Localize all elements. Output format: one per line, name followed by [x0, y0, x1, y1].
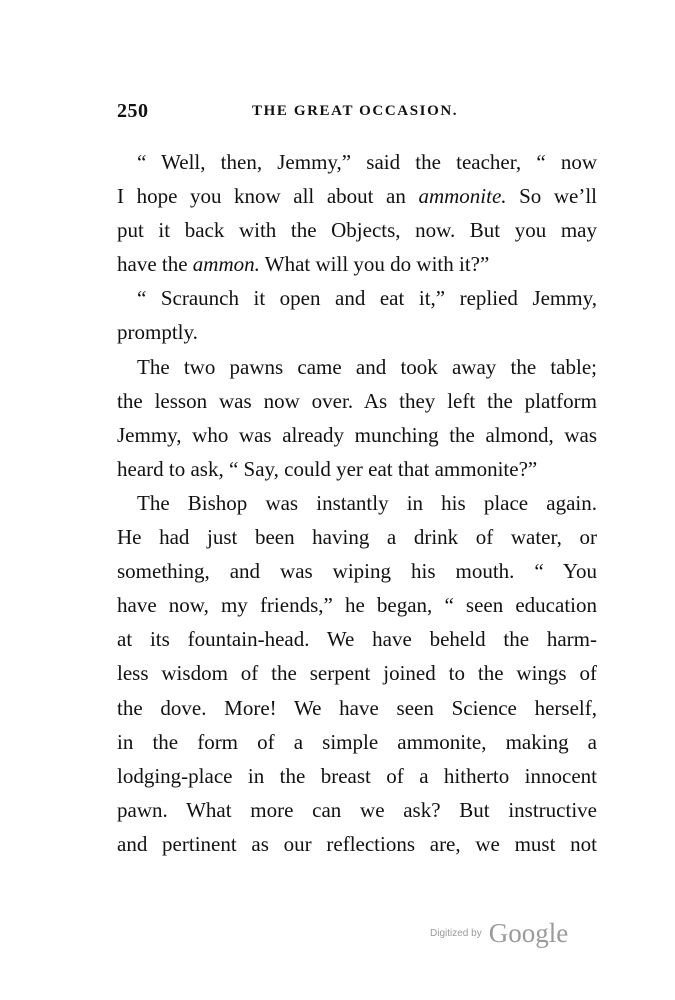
- text-line: “ Well, then, Jemmy,” said the teacher, “ now: [137, 150, 597, 174]
- text-line: I hope you know all about an ammonite. So we’ll: [117, 184, 598, 209]
- text-line: heard to ask, “ Say, could yer eat that ammonite?”: [117, 456, 538, 481]
- text-line: The two pawns came and took away the table;: [137, 354, 597, 379]
- text-line: promptly.: [117, 320, 198, 345]
- text-line: and pertinent as our reflections are, we must not: [117, 831, 597, 856]
- text-line: lodging-place in the breast of a hitherto innocent: [117, 763, 597, 788]
- watermark-prefix: Digitized by: [430, 928, 482, 939]
- text-line: Jemmy, who was already munching the almond, was: [117, 422, 597, 447]
- text-line: the dove. More! We have seen Science herself,: [117, 695, 597, 720]
- text-line: have now, my friends,” he began, “ seen education: [117, 593, 597, 618]
- text-line: the lesson was now over. As they left the platform: [117, 388, 597, 413]
- google-logo: Google: [488, 918, 569, 948]
- text-line: in the form of a simple ammonite, making a: [117, 729, 597, 754]
- text-line: He had just been having a drink of water, or: [117, 525, 597, 550]
- page-header: [117, 100, 597, 130]
- text-line: have the ammon. What will you do with it?”: [117, 252, 490, 277]
- text-line: something, and was wiping his mouth. “ You: [117, 559, 597, 584]
- text-line: pawn. What more can we ask? But instructive: [117, 797, 597, 822]
- page-number: 250: [117, 100, 149, 122]
- text-line: less wisdom of the serpent joined to the wings of: [117, 661, 597, 686]
- body-text: [117, 145, 597, 861]
- running-head: THE GREAT OCCASION.: [252, 103, 459, 119]
- digitization-watermark: [430, 918, 568, 949]
- text-line: The Bishop was instantly in his place again.: [137, 490, 597, 515]
- italic-term: ammon.: [192, 252, 260, 277]
- text-line: “ Scraunch it open and eat it,” replied Jemmy,: [137, 286, 597, 311]
- text-line: at its fountain-head. We have beheld the harm-: [117, 627, 597, 652]
- italic-term: ammonite.: [418, 184, 507, 209]
- text-line: put it back with the Objects, now. But you may: [117, 218, 597, 243]
